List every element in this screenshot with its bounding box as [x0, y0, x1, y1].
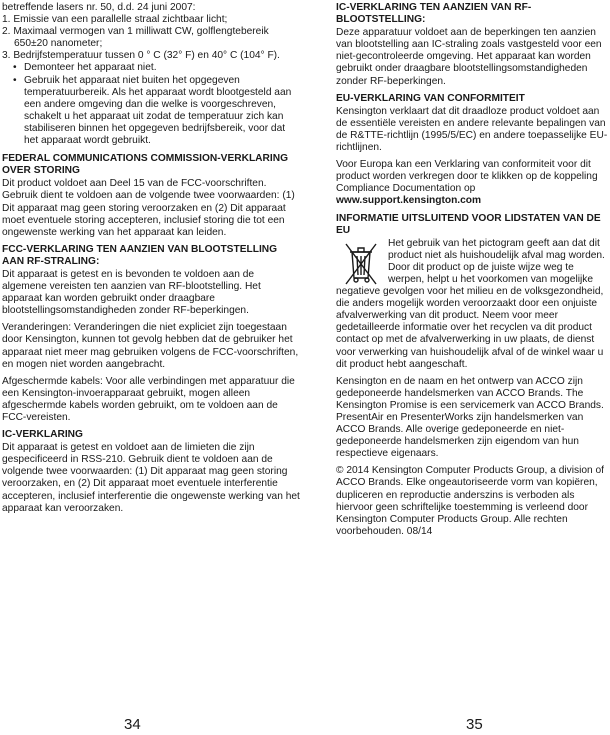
laser-spec-item: 3. Bedrijfstemperatuur tussen 0 ° C (32° F) en 40° C (104° F). [2, 50, 280, 62]
laser-warning-item: • Gebruik het apparaat niet buiten het opgegeven temperatuurbereik. Als het apparaat wordt blootgesteld aan een andere omgeving dan die welke is voorgeschreven, schakelt u het apparaat uit zodat de temperatuur zich kan stabiliseren binnen het opgegeven bedrijfsbereik, voor dat het apparaat wordt gebruikt. [2, 75, 300, 148]
page-number-left: 34 [124, 716, 141, 733]
weee-section [336, 238, 608, 371]
fcc-rf-heading: FCC-VERKLARING TEN AANZIEN VAN BLOOTSTELLING AAN RF-STRALING: [2, 243, 278, 267]
ic-rf-text: Deze apparatuur voldoet aan de beperkingen ten aanzien van blootstelling aan IC-straling zoals vastgesteld voor een niet-gecontroleerde omgeving. Het apparaat kan worden gebruikt onder draagbare blootstellingsomstandigheden zonder RF-beperkingen. [336, 27, 602, 87]
eu-conformity-text: Kensington verklaart dat dit draadloze product voldoet aan de essentiële vereisten en andere relevante bepalingen van de R&TTE-richtlijn (1995/5/EC) en andere toepasselijke EU-richtlijnen. [336, 105, 608, 154]
fcc-text: Dit product voldoet aan Deel 15 van de FCC-voorschriften. Gebruik dient te voldoen aan de volgende twee voorwaarden: (1) Dit apparaat mag geen storing veroorzaken en (2) Dit apparaat moet eventuele storing accepteren, inclusief storing die tot een ongewenste werking van het apparaat kan leiden. [2, 178, 295, 238]
copyright-text: © 2014 Kensington Computer Products Group, a division of ACCO Brands. Elke ongeautoriseerde vorm van kopiëren, dupliceren en reproductie anderszins is verboden als hiervoor geen schriftelijke toestemming is verleend door Kensington Computer Products Group. Alle rechten voorbehouden. 08/14 [336, 465, 605, 537]
fcc-changes-text: Veranderingen: Veranderingen die niet expliciet zijn toegestaan door Kensington, kunnen tot gevolg hebben dat de gebruiker het apparaat niet meer mag gebruiken volgens de FCC-voorschriften, en mogen niet worden aangebracht. [2, 322, 299, 370]
support-link[interactable]: www.support.kensington.com [336, 195, 482, 207]
weee-heading: INFORMATIE UITSLUITEND VOOR LIDSTATEN VAN DE EU [336, 212, 601, 236]
laser-warning-item: • Demonteer het apparaat niet. [2, 62, 300, 74]
right-page-column [336, 2, 608, 543]
eu-compliance-text: Voor Europa kan een Verklaring van conformiteit voor dit product worden verkregen door te klikken op de koppeling Compliance Documentation op [336, 159, 598, 195]
left-page-column [2, 2, 300, 520]
laser-spec-item: 2. Maximaal vermogen van 1 milliwatt CW, golflengtebereik 650±20 nanometer; [2, 26, 269, 50]
eu-compliance-link-paragraph [336, 159, 608, 207]
ic-heading: IC-VERKLARING [2, 429, 83, 441]
laser-spec-item: 1. Emissie van een parallelle straal zichtbaar licht; [2, 14, 228, 26]
ic-text: Dit apparaat is getest en voldoet aan de limieten die zijn gespecificeerd in RSS-210. Gebruik dient te voldoen aan de volgende twee voorwaarden: (1) Dit apparaat mag geen storing veroorzaken, en (2) Dit apparaat moet eventuele interferentie accepteren, inclusief interferentie die ongewenste werking van het apparaat kan veroorzaken. [2, 442, 300, 514]
laser-intro: betreffende lasers nr. 50, d.d. 24 juni 2007: [2, 2, 196, 13]
trademark-text: Kensington en de naam en het ontwerp van ACCO zijn gedeponeerde handelsmerken van ACCO Brands. The Kensington Promise is een servicemerk van ACCO Brands. PresentAir en PresenterWorks zijn handelsmerken van ACCO Brands. Alle overige gedeponeerde en niet-gedeponeerde handelsmerken zijn eigendom van hun respectieve eigenaars. [336, 375, 604, 460]
fcc-heading: FEDERAL COMMUNICATIONS COMMISSION-VERKLARING OVER STORING [2, 153, 288, 177]
ic-rf-heading: IC-VERKLARING TEN AANZIEN VAN RF-BLOOTSTELLING: [336, 2, 532, 26]
fcc-cables-text: Afgeschermde kabels: Voor alle verbindingen met apparatuur die een Kensington-invoerapparaat gebruikt, mogen alleen afgeschermde kabels worden gebruikt, om te voldoen aan de FCC-vereisten. [2, 375, 295, 423]
weee-text: Het gebruik van het pictogram geeft aan dat dit product niet als huishoudelijk afval mag worden. Door dit product op de juiste wijze weg te werpen, helpt u het voorkomen van mogelijke negatieve gevolgen voor het milieu en de volksgezondheid, die anders mogelijk worden veroorzaakt door een onjuiste afvalverwerking van dit product. Neem voor meer gedetailleerde informatie over het recyclen va dit product contact op met de afvalverwerking in uw plaats, de dienst voor verwerking van huishoudelijk afval of de winkel waar u dit product hebt aangeschaft. [336, 237, 605, 370]
fcc-rf-text: Dit apparaat is getest en is bevonden te voldoen aan de algemene vereisten ten aanzien van RF-blootstelling. Het apparaat kan worden gebruikt onder draagbare blootstellingsomstandigheden zonder RF-beperkingen. [2, 268, 261, 317]
eu-conformity-heading: EU-VERKLARING VAN CONFORMITEIT [336, 92, 525, 104]
crossed-out-wheelie-bin-icon [342, 240, 380, 286]
page-number-right: 35 [466, 716, 483, 733]
